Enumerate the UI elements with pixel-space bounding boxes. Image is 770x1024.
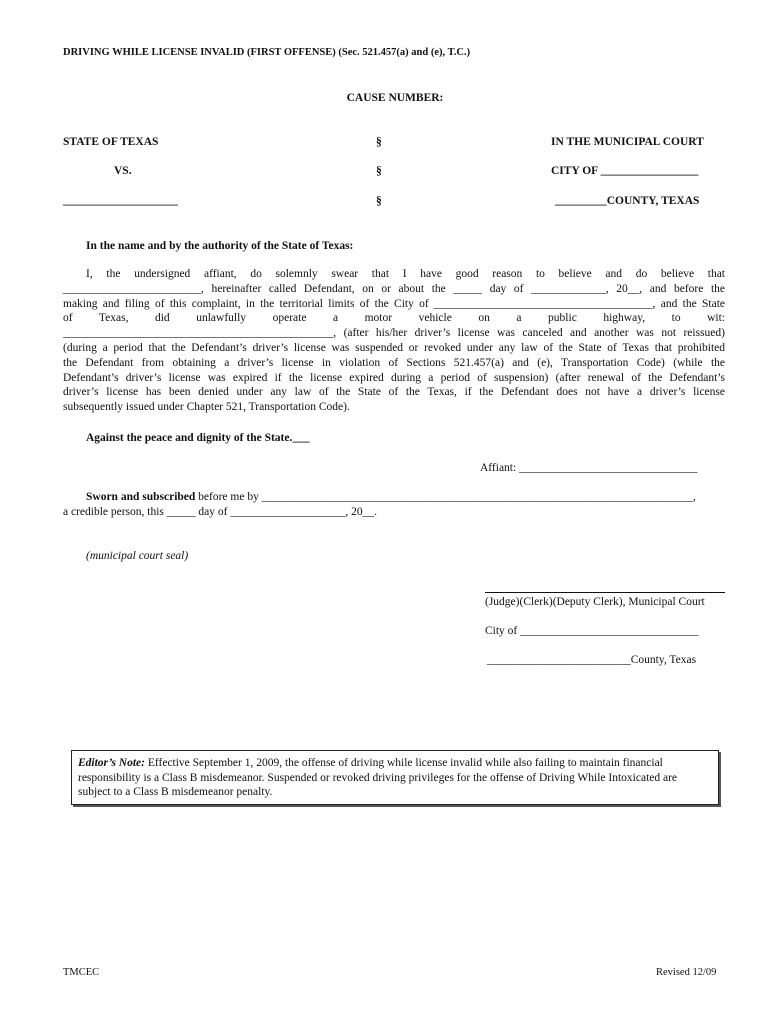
sworn-statement (63, 490, 725, 520)
signature-title: (Judge)(Clerk)(Deputy Clerk), Municipal Court (485, 596, 705, 608)
footer-publisher: TMCEC (63, 967, 100, 978)
editor-note-text: Effective September 1, 2009, the offense of driving while license invalid while also failing to maintain financial responsibility is a Class B misdemeanor. Suspended or revoked driving privileges for the offense of Driving While Intoxicated are subject to a Class B misdemeanor penalty. (78, 757, 678, 799)
signature-county: _________________________County, Texas (487, 654, 697, 666)
caption-defendant-blank: ____________________ (63, 195, 178, 207)
complaint-line: driver’s license has been denied under any law of the State of the Texas, if the Defendant does not have a driver’s license (63, 386, 725, 399)
section-mark: § (376, 165, 382, 177)
affiant-signature-line: Affiant: _______________________________ (480, 462, 698, 474)
caption-versus: VS. (114, 165, 132, 177)
editor-note-label: Editor’s Note: (78, 757, 145, 769)
sworn-line-1 (63, 490, 725, 505)
editor-note-box (71, 750, 719, 805)
complaint-line: I, the undersigned affiant, do solemnly swear that I have good reason to believe and do believe that (86, 268, 725, 280)
signature-rule (485, 592, 725, 593)
complaint-line: of Texas, did unlawfully operate a motor vehicle on a public highway, to wit: (63, 312, 725, 325)
complaint-line: (during a period that the Defendant’s driver’s license was suspended or revoked under any law of the State of Texas that prohibited (63, 341, 725, 354)
sworn-lead: Sworn and subscribed (86, 491, 196, 503)
caption-plaintiff: STATE OF TEXAS (63, 136, 159, 148)
caption-city: CITY OF _________________ (551, 165, 699, 177)
against-peace-line: Against the peace and dignity of the State.___ (86, 432, 310, 444)
footer-revision: Revised 12/09 (656, 967, 717, 978)
complaint-line: ________________________, hereinafter called Defendant, on or about the _____ day of _____________, 20__, and before the (63, 282, 725, 295)
complaint-line: the Defendant from obtaining a driver’s license in violation of Sections 521.457(a) and (e), Transportation Code) (while the (63, 356, 725, 369)
cause-number-label: CAUSE NUMBER: (346, 92, 444, 104)
court-seal-placeholder: (municipal court seal) (86, 550, 189, 562)
caption-court: IN THE MUNICIPAL COURT (551, 136, 704, 148)
document-title: DRIVING WHILE LICENSE INVALID (FIRST OFFENSE) (Sec. 521.457(a) and (e), T.C.) (63, 47, 471, 58)
signature-city: City of _______________________________ (485, 625, 699, 637)
sworn-rest: before me by ___________________________________________________________________________, (195, 491, 696, 503)
sworn-line-2: a credible person, this _____ day of ____________________, 20__. (63, 505, 377, 518)
complaint-line: _______________________________________________, (after his/her driver’s license was canceled and another was not reissued) (63, 327, 725, 340)
complaint-line: Defendant’s driver’s license was expired if the license expired during a period of suspension) (after renewal of the Defendant’s (63, 371, 725, 384)
complaint-line: subsequently issued under Chapter 521, Transportation Code). (63, 401, 350, 414)
section-mark: § (376, 136, 382, 148)
caption-county: _________COUNTY, TEXAS (555, 195, 700, 207)
complaint-line: making and filing of this complaint, in the territorial limits of the City of ______________________________________, and the State (63, 297, 725, 310)
authority-heading: In the name and by the authority of the State of Texas: (86, 240, 354, 252)
section-mark: § (376, 195, 382, 207)
complaint-body (63, 267, 725, 415)
